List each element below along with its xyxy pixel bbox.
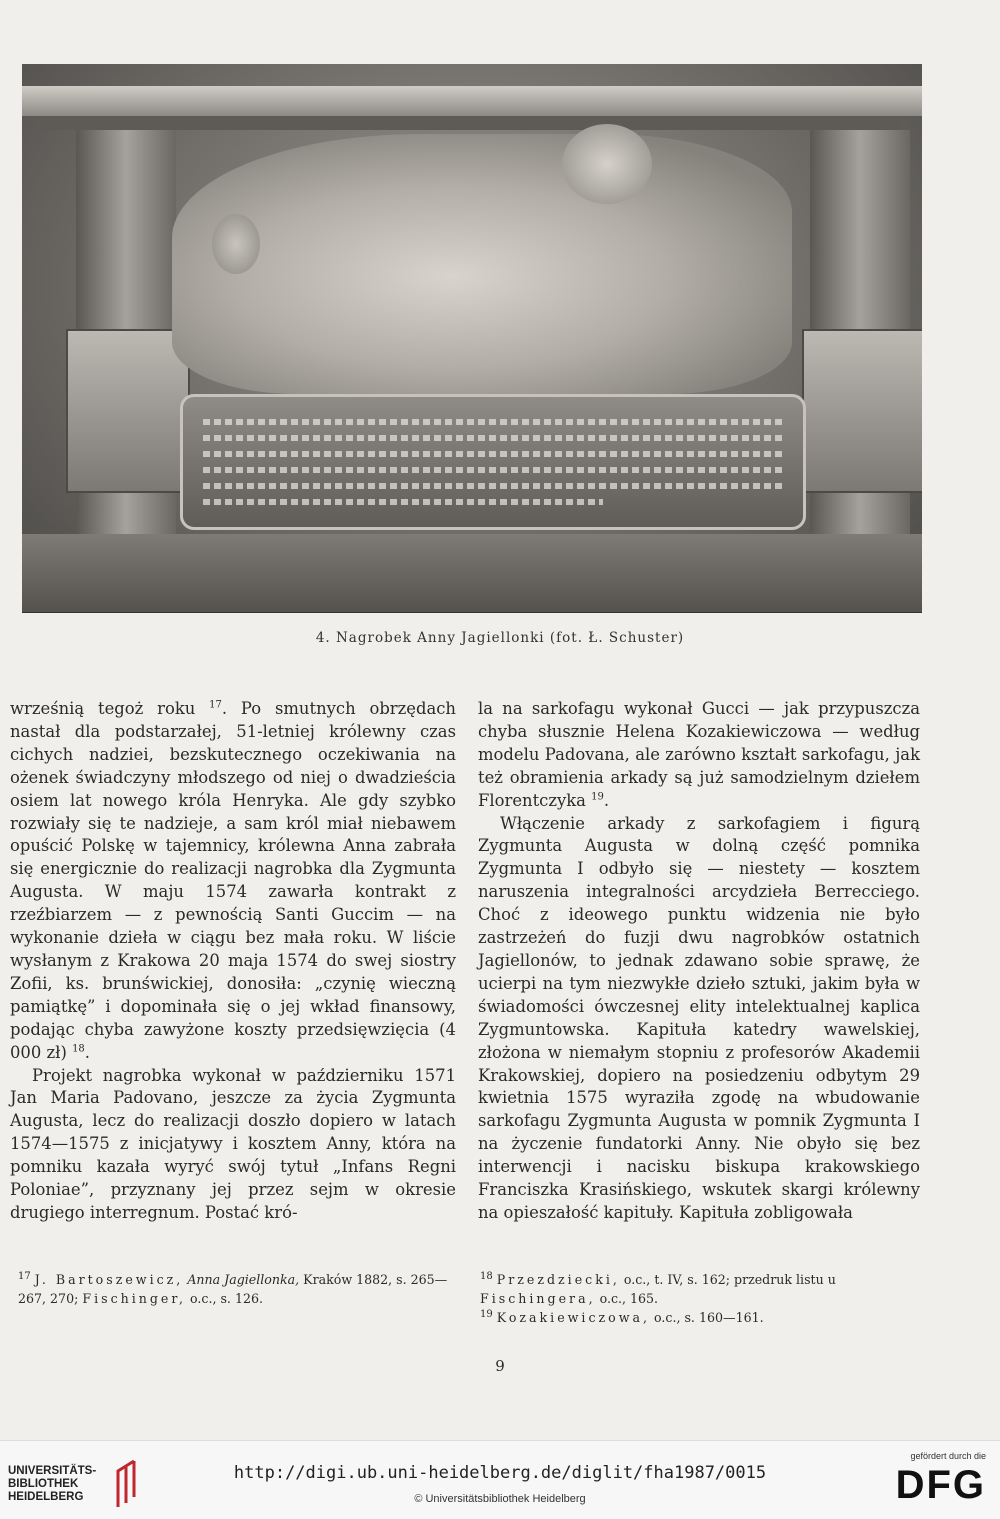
copyright-notice: © Universitätsbibliothek Heidelberg bbox=[414, 1493, 586, 1505]
footer-banner bbox=[0, 1440, 1000, 1519]
text-column-right bbox=[478, 698, 920, 1225]
funded-by-label: gefördert durch die bbox=[910, 1451, 986, 1461]
footnotes-left bbox=[18, 1270, 458, 1308]
figure-caption: 4. Nagrobek Anny Jagiellonki (fot. Ł. Schuster) bbox=[315, 630, 685, 646]
photo-effigy bbox=[172, 134, 792, 394]
footnote-18: $^{18}$ Przezdziecki, o.c., t. IV, s. 162; przedruk listu u Fischingera, o.c., 165. bbox=[480, 1270, 836, 1306]
page-number: 9 bbox=[495, 1357, 505, 1375]
photo-medallion bbox=[562, 124, 652, 204]
tomb-photograph bbox=[22, 64, 922, 613]
paragraph: Włączenie arkady z sarkofagiem i figurą Zygmunta Augusta w dolną część pomnika Zygmunta I odbyło się — niestety — kosztem naruszenia integralności arcydzieła Berrecciego. Choć z ideowego punktu widzenia nie było zastrzeżeń do fuzji dwu nagrobków ostatnich Jagiellonów, to jednak zdawano sobie sprawę, że ucierpi na tym niezwykłe dzieło sztuki, jakim była w świadomości ówczesnej elity intelektualnej kaplica Zygmuntowska. Kapituła katedry wawelskiej, złożona w niemałym stopniu z profesorów Akademii Krakowskiej, dopiero na posiedzeniu odbytym 29 kwietnia 1575 wyraziła zgodę na wbudowanie sarkofagu Zygmunta Augusta w pomnik Zygmunta I na życzenie fundatorki Anny. Nie obyło się bez interwencji i nacisku biskupa krakowskiego Franciszka Krasińskiego, wskutek skargi królewny na opieszałość kapituły. Kapituła zobligowała bbox=[478, 813, 920, 1222]
paragraph: wrześnią tegoż roku $^{17}$. Po smutnych obrzędach nastał dla podstarzałej, 51-letniej królewny czas cichych nadziei, bezskutecznego oczekiwania na ożenek świadczyny młodszego od niej o dwadzieścia osiem lat nowego króla Henryka. Ale gdy szybko rozwiały się te nadzieje, a sam król miał niebawem opuścić Polskę w tajemnicy, królewna Anna zabrała się energicznie do realizacji nagrobka dla Zygmunta Augusta. W maju 1574 zawarła kontrakt z rzeźbiarzem — z pewnością Santi Guccim — na wykonanie dzieła w ciągu bez mała roku. W liście wysłanym z Krakowa 20 maja 1574 do swej siostry Zofii, ks. brunświckiej, donosiła: „czynię wieczną pamiątkę” i dopominała się o jej wkład finansowy, podając chyba zawyżone koszty przedsięwzięcia (4 000 zł) $^{18}$. bbox=[10, 699, 456, 1062]
photo-plinth-left bbox=[66, 329, 190, 493]
photo-plinth-right bbox=[802, 329, 922, 493]
footnote-19: $^{19}$ Kozakiewiczowa, o.c., s. 160—161. bbox=[480, 1308, 764, 1325]
photo-inscription-plaque bbox=[180, 394, 806, 530]
dfg-logo: DFG bbox=[895, 1463, 986, 1507]
footnote-ref[interactable]: 19 bbox=[591, 791, 604, 803]
footnote-17: $^{17}$ J. Bartoszewicz, Anna Jagiellonka, Kraków 1882, s. 265—267, 270; Fischinger, o.c., s. 126. bbox=[18, 1270, 448, 1306]
text-column-left bbox=[10, 698, 456, 1225]
footnotes-right bbox=[480, 1270, 920, 1327]
photo-base bbox=[22, 534, 922, 612]
paragraph: la na sarkofagu wykonał Gucci — jak przypuszcza chyba słusznie Helena Kozakiewiczowa — według modelu Padovana, ale zarówno kształt sarkofagu, jak też obramienia arkady są już samodzielnym dziełem Florentczyka $^{19}$. bbox=[478, 699, 920, 810]
photo-cornice-lower bbox=[42, 116, 902, 130]
paragraph: Projekt nagrobka wykonał w październiku 1571 Jan Maria Padovano, jeszcze za życia Zygmunta Augusta, lecz do realizacji doszło dopiero w latach 1574—1575 z inicjatywy i kosztem Anny, która na pomniku kazała wyryć swój tytuł „Infans Regni Poloniae”, przyznany jej przez sejm w okresie drugiego interregnum. Postać kró- bbox=[10, 1065, 456, 1222]
photo-effigy-face bbox=[212, 214, 260, 274]
footnote-ref[interactable]: 18 bbox=[72, 1043, 85, 1055]
library-name: UNIVERSITÄTS- BIBLIOTHEK HEIDELBERG bbox=[8, 1465, 97, 1503]
photo-cornice bbox=[22, 86, 922, 116]
footnote-ref[interactable]: 17 bbox=[209, 699, 222, 711]
permalink-url[interactable]: http://digi.ub.uni-heidelberg.de/diglit/fha1987/0015 bbox=[233, 1463, 767, 1483]
